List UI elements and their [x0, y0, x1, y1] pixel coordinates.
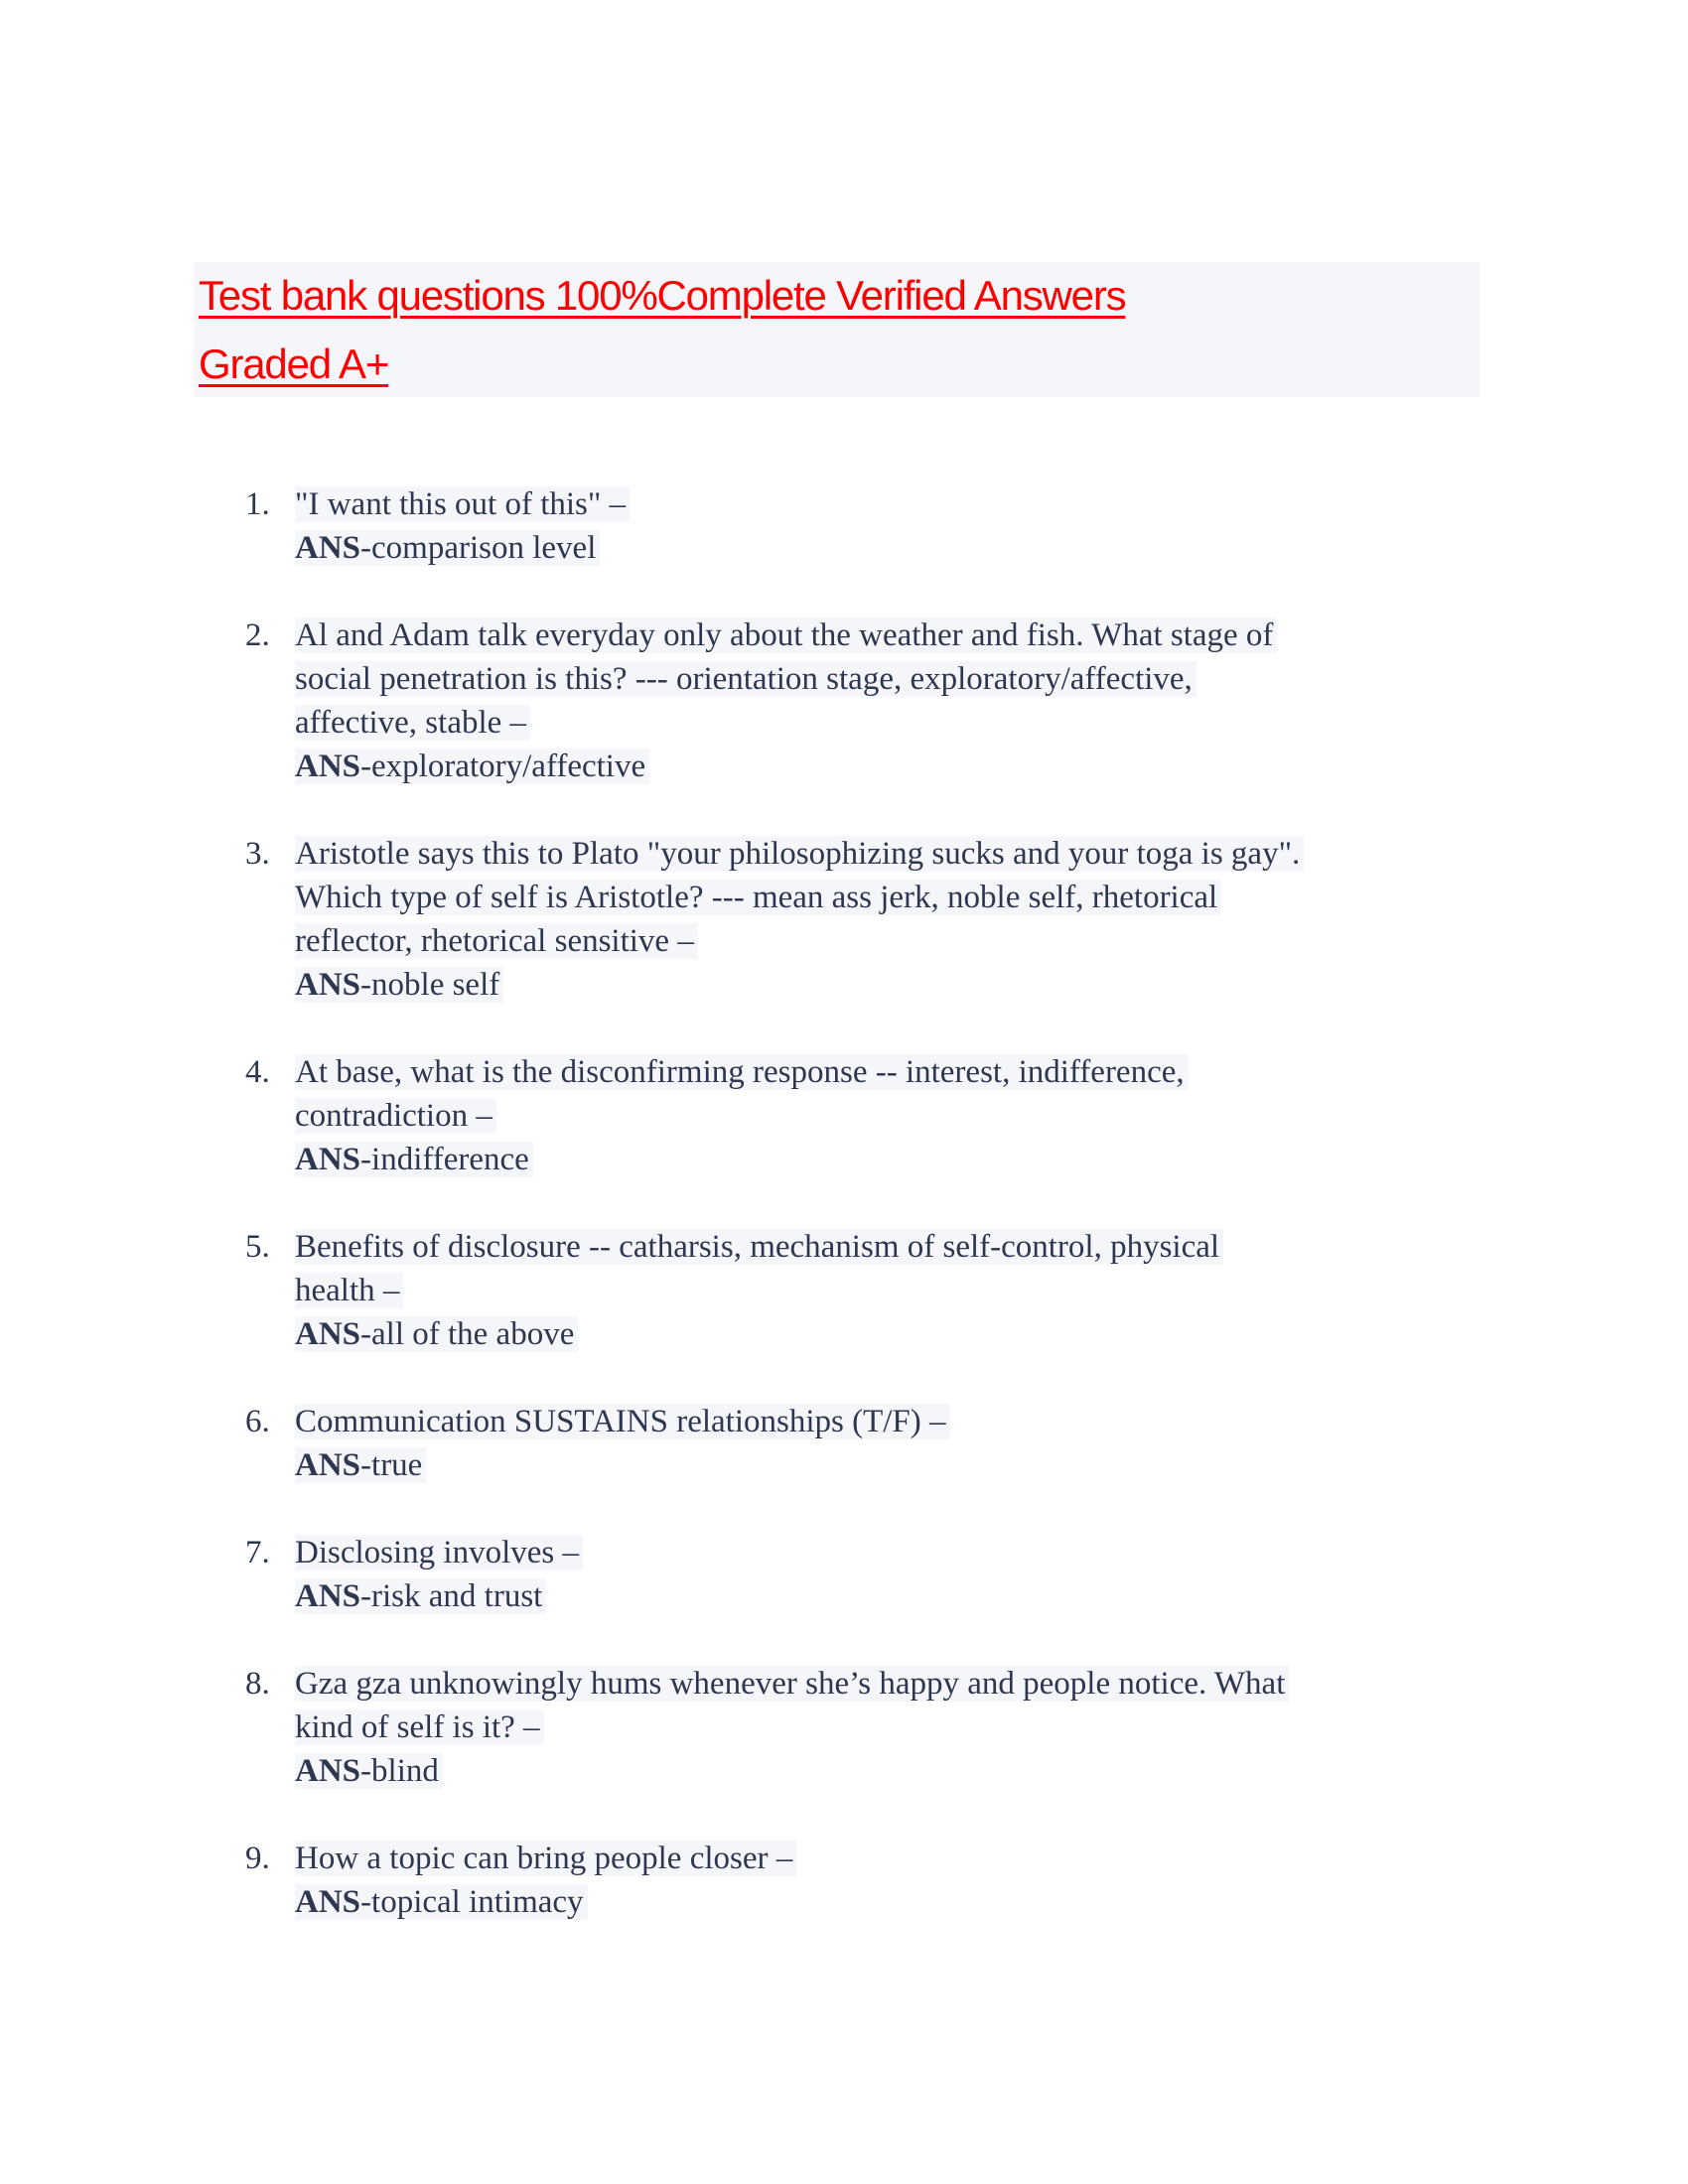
question-text: Which type of self is Aristotle? --- mean ass jerk, noble self, rhetorical — [295, 880, 1221, 915]
answer-label: ANS — [295, 1578, 361, 1614]
list-item — [0, 1225, 1688, 1356]
answer-label: ANS — [295, 1316, 361, 1352]
list-item — [0, 1050, 1688, 1181]
question-text: reflector, rhetorical sensitive – — [295, 923, 698, 959]
answer-text: -indifference — [360, 1142, 529, 1177]
item-number: 1. — [245, 486, 270, 522]
answer — [295, 1753, 443, 1789]
item-number: 5. — [245, 1229, 270, 1265]
list-item — [0, 614, 1688, 788]
title-line-2: Graded A+ — [199, 341, 389, 387]
answer-label: ANS — [295, 1447, 361, 1483]
answer-label: ANS — [295, 1884, 361, 1920]
item-number: 3. — [245, 836, 270, 872]
answer-text: -comparison level — [360, 530, 597, 566]
item-number: 2. — [245, 617, 270, 653]
question-text: Communication SUSTAINS relationships (T/F) – — [295, 1404, 950, 1439]
document-title — [194, 262, 1479, 397]
answer-text: -true — [360, 1447, 423, 1483]
list-item — [0, 1662, 1688, 1793]
question-list — [0, 482, 1688, 1968]
answer-text: -noble self — [360, 967, 500, 1003]
question-text: kind of self is it? – — [295, 1709, 544, 1745]
answer-text: -risk and trust — [360, 1578, 543, 1614]
answer-text: -blind — [360, 1753, 439, 1789]
answer-label: ANS — [295, 1142, 361, 1177]
answer-label: ANS — [295, 967, 361, 1003]
question-text: Aristotle says this to Plato "your philosophizing sucks and your toga is gay". — [295, 836, 1304, 872]
answer — [295, 1316, 578, 1352]
question-text: health – — [295, 1273, 403, 1308]
answer — [295, 1142, 533, 1177]
question-text: social penetration is this? --- orientation stage, exploratory/affective, — [295, 661, 1196, 697]
list-item — [0, 1837, 1688, 1924]
item-number: 7. — [245, 1535, 270, 1570]
item-number: 9. — [245, 1841, 270, 1876]
answer-text: -topical intimacy — [360, 1884, 584, 1920]
question-text: How a topic can bring people closer – — [295, 1841, 796, 1876]
question-text: "I want this out of this" – — [295, 486, 630, 522]
list-item — [0, 1531, 1688, 1618]
item-number: 6. — [245, 1404, 270, 1439]
item-number: 8. — [245, 1666, 270, 1702]
question-text: Al and Adam talk everyday only about the weather and fish. What stage of — [295, 617, 1277, 653]
question-text: Benefits of disclosure -- catharsis, mechanism of self-control, physical — [295, 1229, 1223, 1265]
answer-text: -all of the above — [360, 1316, 575, 1352]
question-text: contradiction – — [295, 1098, 496, 1134]
answer-text: -exploratory/affective — [360, 749, 646, 784]
answer — [295, 1447, 426, 1483]
list-item — [0, 1400, 1688, 1487]
list-item — [0, 832, 1688, 1007]
answer-label: ANS — [295, 749, 361, 784]
list-item — [0, 482, 1688, 570]
title-line-1: Test bank questions 100%Complete Verified Answers — [199, 272, 1126, 319]
answer — [295, 530, 600, 566]
answer — [295, 749, 649, 784]
answer — [295, 1578, 546, 1614]
answer — [295, 967, 503, 1003]
question-text: Gza gza unknowingly hums whenever she’s happy and people notice. What — [295, 1666, 1289, 1702]
question-text: Disclosing involves – — [295, 1535, 583, 1570]
question-text: affective, stable – — [295, 705, 530, 741]
answer — [295, 1884, 588, 1920]
item-number: 4. — [245, 1054, 270, 1090]
answer-label: ANS — [295, 530, 361, 566]
question-text: At base, what is the disconfirming response -- interest, indifference, — [295, 1054, 1189, 1090]
answer-label: ANS — [295, 1753, 361, 1789]
